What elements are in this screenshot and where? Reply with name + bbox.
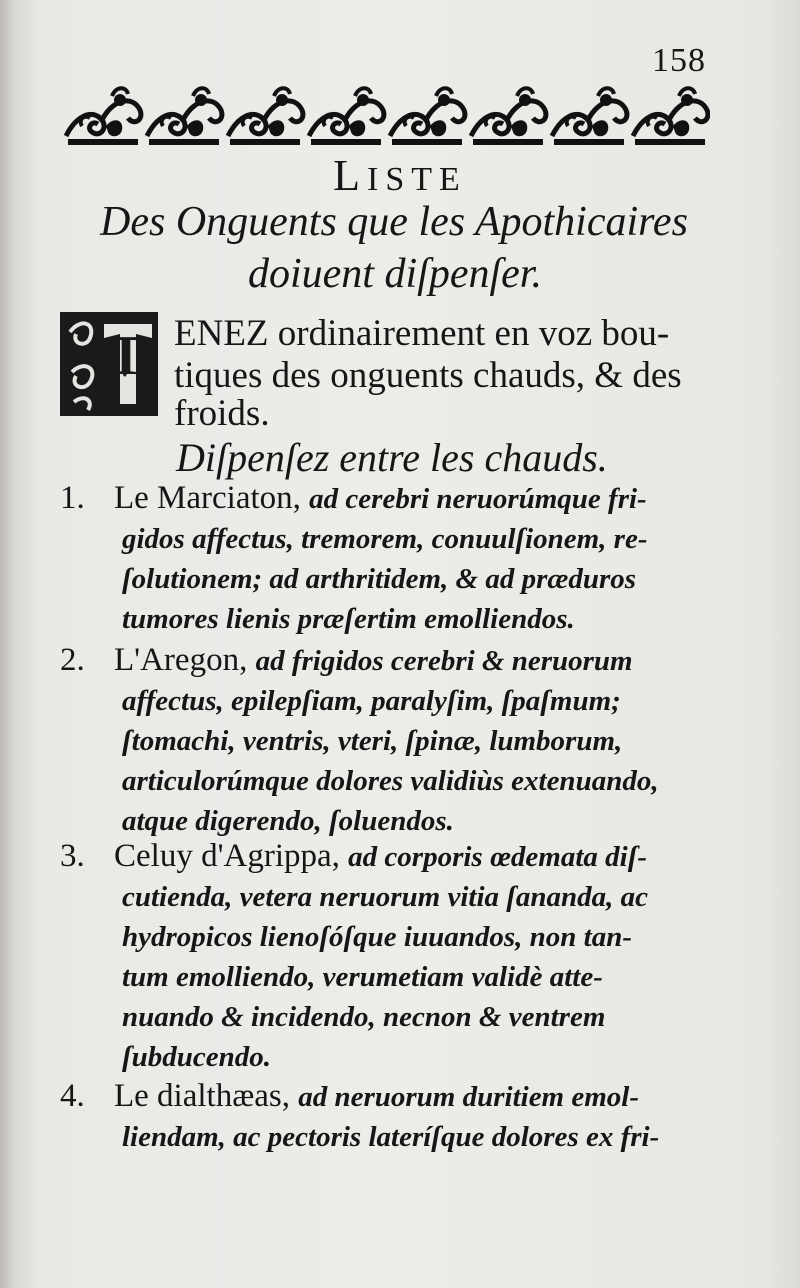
title-rest: ISTE: [367, 161, 467, 198]
entry-line: [114, 838, 647, 875]
fleuron-ornament-band: [62, 86, 710, 148]
entry-line: [114, 480, 647, 517]
entry-line: [122, 802, 454, 839]
entry-latin-text: gidos affectus, tremorem, conuulſionem, re-: [122, 523, 648, 555]
intro-line-3: froids.: [174, 393, 270, 434]
entry-number: 4.: [60, 1078, 85, 1114]
entry-latin-text: cutienda, vetera neruorum vitia ſananda, ac: [122, 881, 649, 913]
entry-line: [122, 1038, 271, 1075]
entry-line: [122, 682, 621, 719]
title-initial: L: [333, 151, 368, 200]
entry-line: [122, 762, 659, 799]
intro-line-2: tiques des onguents chauds, & des: [174, 355, 682, 396]
dropcap-letter: T: [107, 325, 145, 387]
entry-name: L'Aregon,: [114, 642, 248, 678]
entry-latin-text: hydropicos lienoſóſque iuuandos, non tan-: [122, 921, 633, 953]
entry-latin-text: tumores lienis præſertim emolliendos.: [122, 603, 575, 635]
decorated-dropcap: [60, 312, 158, 416]
entry-line: [122, 560, 636, 597]
page-number: 158: [652, 42, 706, 79]
entry-line: [122, 722, 622, 759]
entry-latin-text: articulorúmque dolores validiùs extenuando,: [122, 765, 659, 797]
entry-number: 2.: [60, 642, 85, 678]
entry-line: [122, 878, 648, 915]
entry-number: 1.: [60, 480, 85, 516]
entry-line: [122, 520, 647, 557]
subtitle-line-2: doiuent diſpenſer.: [248, 251, 542, 297]
entry-latin-text: ad neruorum duritiem emol-: [298, 1081, 640, 1113]
entry-latin-text: atque digerendo, ſoluendos.: [122, 805, 454, 837]
entry-latin-text: ſolutionem; ad arthritidem, & ad præduros: [122, 563, 637, 595]
intro-line-1: ENEZ ordinairement en voz bou-: [174, 313, 670, 354]
entry-latin-text: ad cerebri neruorúmque fri-: [309, 483, 647, 515]
section-heading: Diſpenſez entre les chauds.: [176, 435, 608, 480]
entry-line: [122, 918, 632, 955]
entry-latin-text: ad corporis œdemata diſ-: [348, 841, 648, 873]
entry-line: [122, 998, 605, 1035]
entry-latin-text: ad frigidos cerebri & neruorum: [255, 645, 633, 677]
entry-latin-text: nuando & incidendo, necnon & ventrem: [122, 1001, 606, 1033]
entry-latin-text: affectus, epilepſiam, paralyſim, ſpaſmum;: [122, 685, 621, 717]
entry-line: [122, 958, 603, 995]
page-title: [0, 150, 800, 201]
entry-latin-text: ſtomachi, ventris, vteri, ſpinæ, lumborum,: [122, 725, 623, 757]
entry-latin-text: liendam, ac pectoris lateríſque dolores ex fri-: [122, 1121, 660, 1153]
entry-latin-text: ſubducendo.: [122, 1041, 272, 1073]
entry-line: [114, 1078, 639, 1115]
entry-name: Celuy d'Agrippa,: [114, 838, 340, 874]
entry-name: Le Marciaton,: [114, 480, 301, 516]
entry-line: [114, 642, 633, 679]
entry-line: [122, 1118, 659, 1155]
entry-line: [122, 600, 575, 637]
entry-latin-text: tum emolliendo, verumetiam validè atte-: [122, 961, 603, 993]
entry-number: 3.: [60, 838, 85, 874]
subtitle-line-1: Des Onguents que les Apothicaires: [100, 199, 688, 245]
entry-name: Le dialthæas,: [114, 1078, 290, 1114]
